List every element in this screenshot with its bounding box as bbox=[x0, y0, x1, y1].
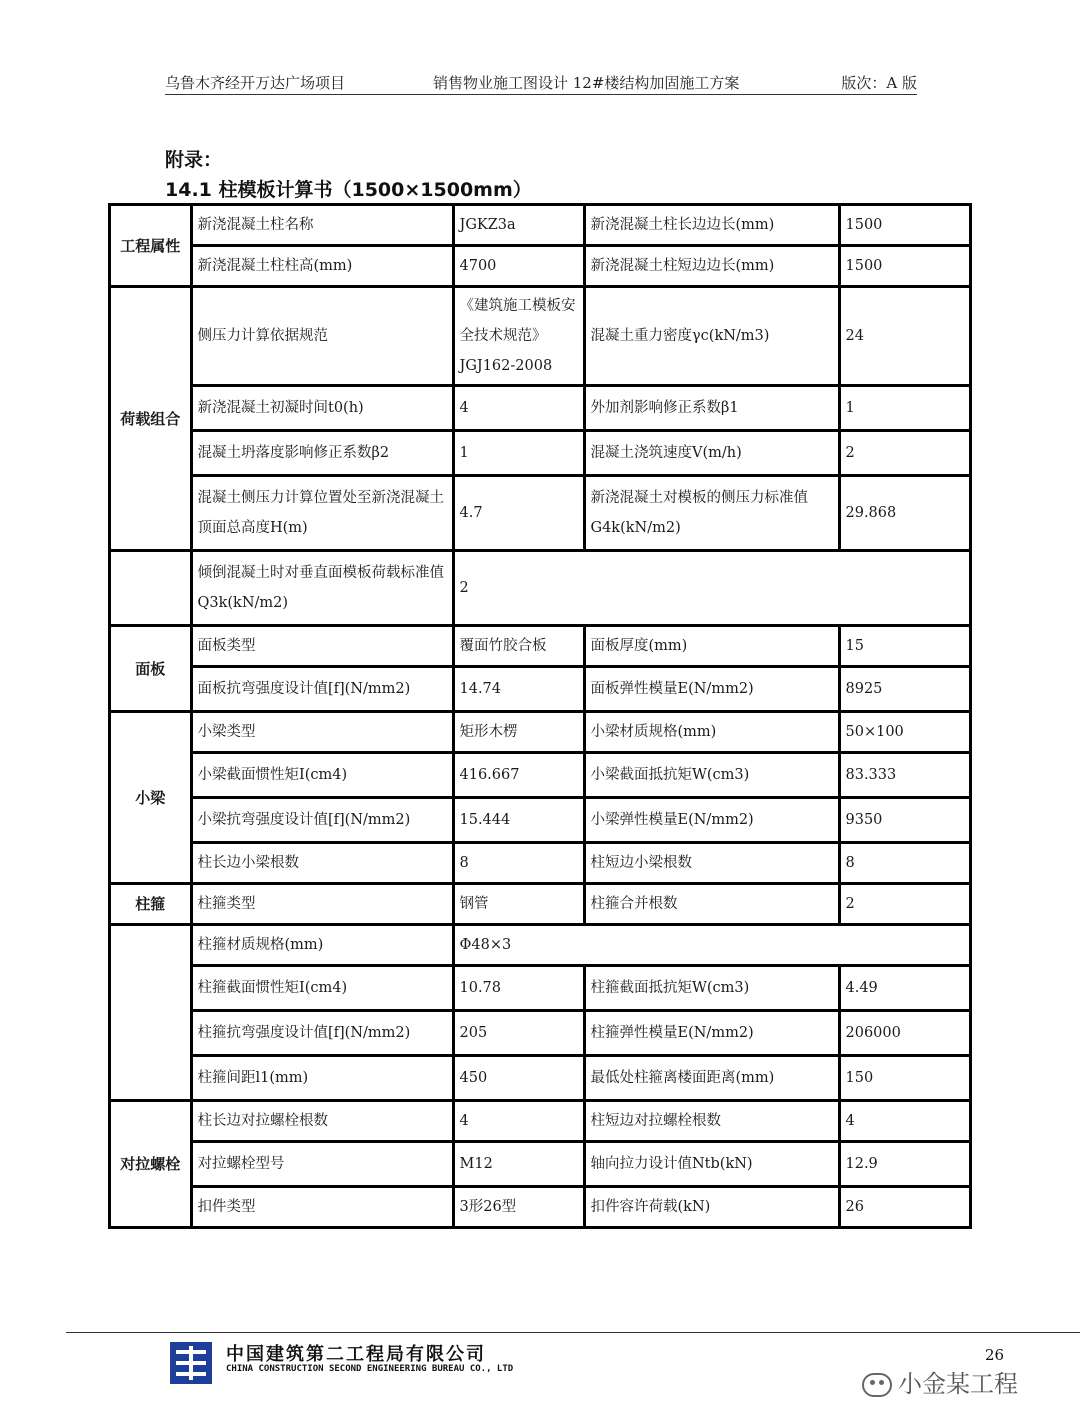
table-row bbox=[109, 1011, 971, 1056]
cell-key: 柱箍截面抵抗矩W(cm3) bbox=[584, 966, 839, 1011]
cell-value: 450 bbox=[453, 1056, 584, 1101]
cell-key: 轴向拉力设计值Ntb(kN) bbox=[584, 1142, 839, 1187]
cell-value: 83.333 bbox=[839, 753, 971, 798]
cell-value: 3形26型 bbox=[453, 1187, 584, 1229]
cell-value: 150 bbox=[839, 1056, 971, 1101]
cell-key: 小梁截面惯性矩I(cm4) bbox=[191, 753, 453, 798]
page-header bbox=[165, 70, 917, 95]
cell-key: 小梁抗弯强度设计值[f](N/mm2) bbox=[191, 798, 453, 843]
cell-value: 矩形木楞 bbox=[453, 712, 584, 753]
cell-value: 钢管 bbox=[453, 884, 584, 925]
cell-key: 柱短边小梁根数 bbox=[584, 843, 839, 884]
cell-key: 新浇混凝土柱名称 bbox=[191, 204, 453, 246]
page-number: 26 bbox=[985, 1346, 1005, 1364]
cell-value: 《建筑施工模板安全技术规范》JGJ162-2008 bbox=[453, 287, 584, 386]
cell-value: 4 bbox=[453, 386, 584, 431]
cell-value: 4700 bbox=[453, 246, 584, 287]
cell-value: 2 bbox=[839, 431, 971, 476]
table-row bbox=[109, 204, 971, 246]
cell-value: 8925 bbox=[839, 667, 971, 712]
cell-key: 倾倒混凝土时对垂直面模板荷载标准值Q3k(kN/m2) bbox=[191, 551, 453, 626]
cell-key: 扣件类型 bbox=[191, 1187, 453, 1229]
table-row bbox=[109, 798, 971, 843]
group-label-tie-bolt: 对拉螺栓 bbox=[109, 1101, 191, 1229]
cell-key: 柱短边对拉螺栓根数 bbox=[584, 1101, 839, 1142]
cell-value: 14.74 bbox=[453, 667, 584, 712]
cell-value: 26 bbox=[839, 1187, 971, 1229]
section-title: 14.1 柱模板计算书（1500×1500mm） bbox=[165, 179, 532, 201]
cell-value: 416.667 bbox=[453, 753, 584, 798]
cell-key: 面板类型 bbox=[191, 626, 453, 667]
table-row bbox=[109, 712, 971, 753]
cell-value: 1500 bbox=[839, 246, 971, 287]
appendix-label: 附录： bbox=[165, 149, 223, 171]
cell-value: 4 bbox=[839, 1101, 971, 1142]
company-name-cn: 中国建筑第二工程局有限公司 bbox=[226, 1344, 486, 1365]
table-row bbox=[109, 551, 971, 626]
cell-value: 8 bbox=[453, 843, 584, 884]
table-row bbox=[109, 753, 971, 798]
watermark-text: 小金某工程 bbox=[898, 1370, 1018, 1398]
cell-value: 2 bbox=[839, 884, 971, 925]
table-row bbox=[109, 626, 971, 667]
table-row bbox=[109, 884, 971, 925]
table-row bbox=[109, 925, 971, 966]
cell-value: 1 bbox=[839, 386, 971, 431]
cell-value: 2 bbox=[453, 551, 971, 626]
cell-key: 新浇混凝土对模板的侧压力标准值G4k(kN/m2) bbox=[584, 476, 839, 551]
cell-key: 小梁截面抵抗矩W(cm3) bbox=[584, 753, 839, 798]
group-label-load: 荷载组合 bbox=[109, 287, 191, 551]
cell-value: 覆面竹胶合板 bbox=[453, 626, 584, 667]
table-row bbox=[109, 1142, 971, 1187]
cell-value: 29.868 bbox=[839, 476, 971, 551]
cell-key: 柱箍截面惯性矩I(cm4) bbox=[191, 966, 453, 1011]
cell-key: 柱箍弹性模量E(N/mm2) bbox=[584, 1011, 839, 1056]
cell-key: 小梁弹性模量E(N/mm2) bbox=[584, 798, 839, 843]
company-logo-icon bbox=[170, 1342, 212, 1384]
group-label-empty bbox=[109, 925, 191, 1101]
cell-value: 1 bbox=[453, 431, 584, 476]
table-row bbox=[109, 386, 971, 431]
cell-key: 最低处柱箍离楼面距离(mm) bbox=[584, 1056, 839, 1101]
cell-value: JGKZ3a bbox=[453, 204, 584, 246]
table-row bbox=[109, 843, 971, 884]
cell-key: 混凝土坍落度影响修正系数β2 bbox=[191, 431, 453, 476]
cell-value: 9350 bbox=[839, 798, 971, 843]
table-row bbox=[109, 667, 971, 712]
table-row bbox=[109, 966, 971, 1011]
cell-key: 面板厚度(mm) bbox=[584, 626, 839, 667]
cell-value: 10.78 bbox=[453, 966, 584, 1011]
group-label-joist: 小梁 bbox=[109, 712, 191, 884]
formwork-spec-table bbox=[108, 203, 972, 1229]
cell-key: 外加剂影响修正系数β1 bbox=[584, 386, 839, 431]
group-label-hoop: 柱箍 bbox=[109, 884, 191, 925]
cell-value: 1500 bbox=[839, 204, 971, 246]
cell-value: 15 bbox=[839, 626, 971, 667]
header-document-title: 销售物业施工图设计 12#楼结构加固施工方案 bbox=[433, 74, 740, 92]
cell-key: 面板弹性模量E(N/mm2) bbox=[584, 667, 839, 712]
cell-key: 新浇混凝土柱柱高(mm) bbox=[191, 246, 453, 287]
cell-key: 柱箍间距l1(mm) bbox=[191, 1056, 453, 1101]
watermark bbox=[862, 1364, 1018, 1399]
cell-key: 柱箍材质规格(mm) bbox=[191, 925, 453, 966]
header-revision: 版次：A 版 bbox=[841, 74, 917, 92]
group-label-panel: 面板 bbox=[109, 626, 191, 712]
cell-key: 新浇混凝土初凝时间t0(h) bbox=[191, 386, 453, 431]
cell-value: 24 bbox=[839, 287, 971, 386]
table-row bbox=[109, 1101, 971, 1142]
cell-key: 面板抗弯强度设计值[f](N/mm2) bbox=[191, 667, 453, 712]
group-label-empty bbox=[109, 551, 191, 626]
cell-key: 混凝土重力密度γc(kN/m3) bbox=[584, 287, 839, 386]
cell-value: 15.444 bbox=[453, 798, 584, 843]
cell-value: 8 bbox=[839, 843, 971, 884]
table-row bbox=[109, 287, 971, 386]
cell-value: 206000 bbox=[839, 1011, 971, 1056]
cell-value: Φ48×3 bbox=[453, 925, 971, 966]
cell-key: 柱箍类型 bbox=[191, 884, 453, 925]
cell-key: 柱长边对拉螺栓根数 bbox=[191, 1101, 453, 1142]
cell-key: 侧压力计算依据规范 bbox=[191, 287, 453, 386]
cell-key: 柱长边小梁根数 bbox=[191, 843, 453, 884]
cell-key: 混凝土侧压力计算位置处至新浇混凝土顶面总高度H(m) bbox=[191, 476, 453, 551]
footer-divider bbox=[66, 1332, 1080, 1333]
cell-key: 柱箍合并根数 bbox=[584, 884, 839, 925]
cell-key: 混凝土浇筑速度V(m/h) bbox=[584, 431, 839, 476]
cell-value: 12.9 bbox=[839, 1142, 971, 1187]
cell-key: 小梁材质规格(mm) bbox=[584, 712, 839, 753]
cell-key: 柱箍抗弯强度设计值[f](N/mm2) bbox=[191, 1011, 453, 1056]
cell-value: 4 bbox=[453, 1101, 584, 1142]
company-name-en: CHINA CONSTRUCTION SECOND ENGINEERING BUREAU CO., LTD bbox=[226, 1364, 514, 1374]
cell-value: 205 bbox=[453, 1011, 584, 1056]
wechat-icon bbox=[862, 1373, 892, 1397]
cell-key: 新浇混凝土柱短边边长(mm) bbox=[584, 246, 839, 287]
group-label-project: 工程属性 bbox=[109, 204, 191, 287]
table-row bbox=[109, 1056, 971, 1101]
table-row bbox=[109, 1187, 971, 1229]
cell-value: 4.7 bbox=[453, 476, 584, 551]
table-row bbox=[109, 431, 971, 476]
cell-value: M12 bbox=[453, 1142, 584, 1187]
header-project-name: 乌鲁木齐经开万达广场项目 bbox=[165, 74, 346, 92]
cell-key: 新浇混凝土柱长边边长(mm) bbox=[584, 204, 839, 246]
cell-value: 4.49 bbox=[839, 966, 971, 1011]
cell-value: 50×100 bbox=[839, 712, 971, 753]
cell-key: 对拉螺栓型号 bbox=[191, 1142, 453, 1187]
table-row bbox=[109, 476, 971, 551]
cell-key: 小梁类型 bbox=[191, 712, 453, 753]
cell-key: 扣件容许荷载(kN) bbox=[584, 1187, 839, 1229]
table-row bbox=[109, 246, 971, 287]
